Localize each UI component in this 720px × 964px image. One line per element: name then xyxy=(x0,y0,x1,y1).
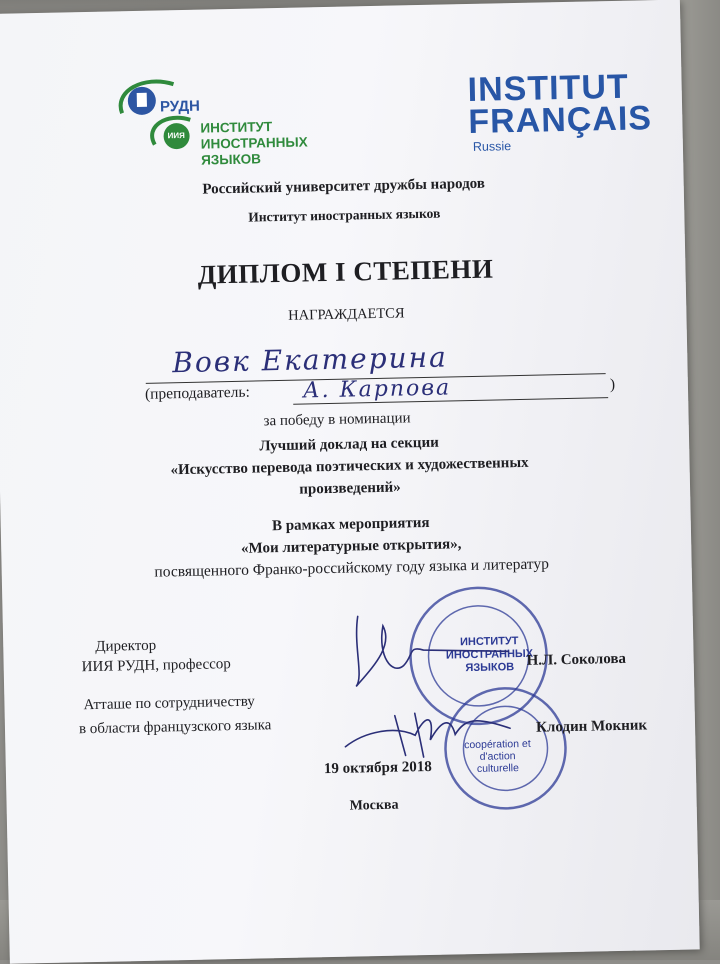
institut-francais-logo: INSTITUT FRANÇAIS xyxy=(467,67,653,142)
event-line-3: посвященного Франко-российскому году языка и литератур xyxy=(154,555,550,581)
stamp-text-institute: ИНСТИТУТ ИНОСТРАННЫХ ЯЗЫКОВ xyxy=(445,635,534,675)
teacher-name: А. Карпова xyxy=(302,375,452,404)
teacher-close-paren: ) xyxy=(609,375,616,394)
event-line-2: «Мои литературные открытия», xyxy=(240,536,462,557)
university-name: Российский университет дружбы народов xyxy=(202,175,486,198)
iiya-name: ИНСТИТУТ ИНОСТРАННЫХ ЯЗЫКОВ xyxy=(200,119,308,168)
director-name: Н.Л. Соколова xyxy=(526,650,627,669)
attache-name: Клодин Мокник xyxy=(535,717,648,736)
institute-name: Институт иностранных языков xyxy=(248,205,441,225)
director-title: Директор xyxy=(95,637,157,655)
teacher-label: (преподаватель: xyxy=(144,383,250,403)
nomination-line-3: произведений» xyxy=(299,479,401,498)
event-line-1: В рамках мероприятия xyxy=(271,514,430,535)
attache-title: Атташе по сотрудничеству xyxy=(83,693,256,714)
attache-area: в области французского языка xyxy=(78,717,272,738)
handwritten-signatures-icon xyxy=(332,603,515,767)
stamp-text-cooperation: coopération et d'action culturelle xyxy=(464,737,531,775)
awarded-label: НАГРАЖДАЕТСЯ xyxy=(287,305,405,324)
for-win-label: за победу в номинации xyxy=(263,410,411,430)
nomination-line-2: «Искусство перевода поэтических и художественных xyxy=(170,454,529,479)
director-position: ИИЯ РУДН, профессор xyxy=(81,656,231,676)
issue-date: 19 октября 2018 xyxy=(323,758,432,778)
iiya-badge: ИИЯ xyxy=(167,130,185,141)
nomination-line-1: Лучший доклад на секции xyxy=(259,434,439,455)
issue-city: Москва xyxy=(349,797,399,814)
rudn-name: РУДН xyxy=(159,97,201,116)
diploma-title: ДИПЛОМ I СТЕПЕНИ xyxy=(197,253,494,290)
recipient-name: Вовк Екатерина xyxy=(171,340,449,380)
institut-francais-sub: Russie xyxy=(472,139,512,154)
